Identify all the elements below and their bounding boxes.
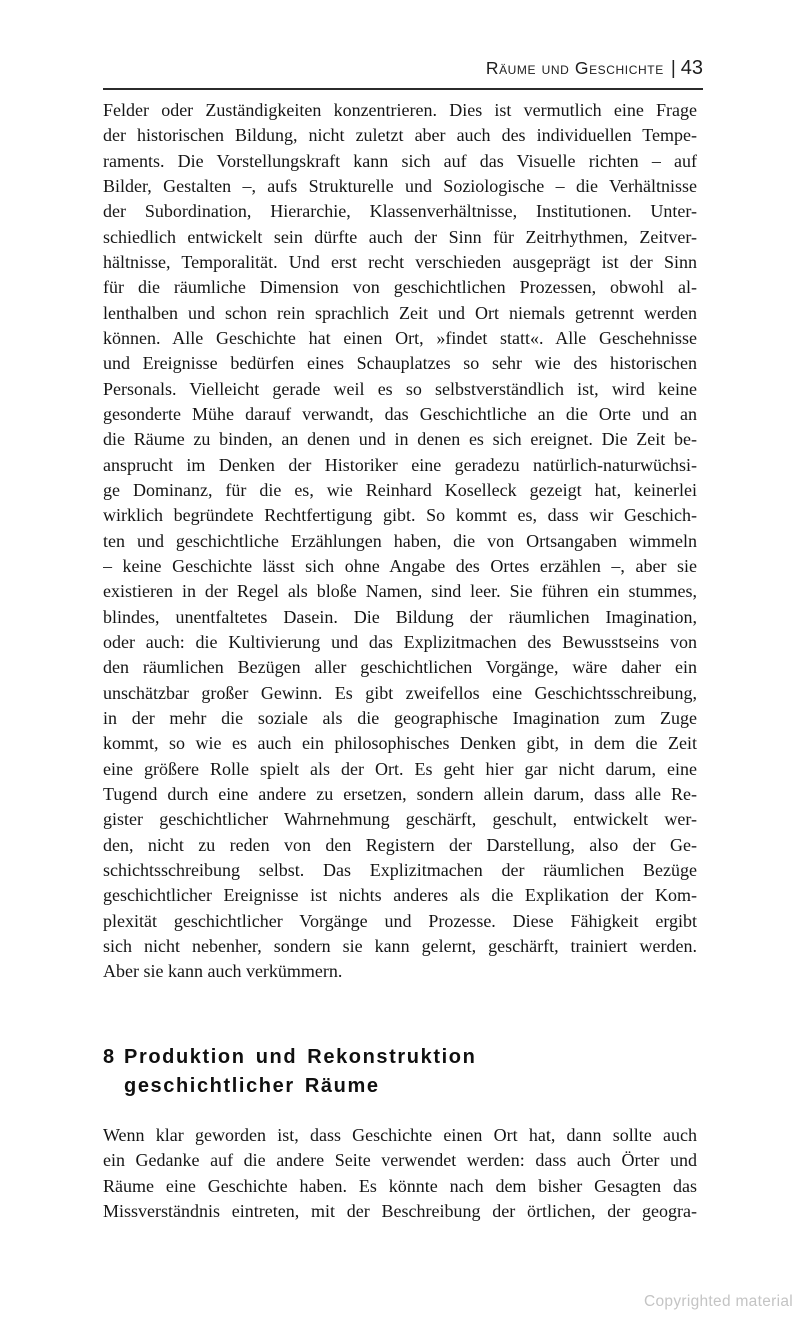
text-line: wirklich begründete Rechtfertigung gibt. So kommt es, dass wir Geschich- [103,505,697,526]
section-number: 8 [103,1046,115,1068]
text-line: und Ereignisse bedürfen eines Schauplatzes so sehr wie des historischen [103,353,697,374]
text-line: gesonderte Mühe darauf verwandt, das Geschichtliche an die Orte und an [103,403,697,424]
text-line: geschichtlicher Ereignisse ist nichts anderes als die Explikation der Kom- [103,885,697,906]
text-line: Bilder, Gestalten –, aufs Strukturelle und Soziologische – die Verhältnisse [103,175,697,196]
paragraph-opening [103,1123,697,1224]
text-line: Räume eine Geschichte haben. Es könnte nach dem bisher Gesagten das [103,1175,697,1196]
text-line: unschätzbar großer Gewinn. Es gibt zweifellos eine Geschichtsschreibung, [103,682,697,703]
text-line: lenthalben und schon rein sprachlich Zeit und Ort niemals getrennt werden [103,302,697,323]
paragraph-continuation [103,98,697,984]
text-line: ge Dominanz, für die es, wie Reinhard Koselleck gezeigt hat, keinerlei [103,479,697,500]
text-line: oder auch: die Kultivierung und das Explizitmachen des Bewusstseins von [103,631,697,652]
text-line: kommt, so wie es auch ein philosophisches Denken gibt, in dem die Zeit [103,733,697,754]
text-line: ten und geschichtliche Erzählungen haben, die von Ortsangaben wimmeln [103,530,697,551]
text-line: Missverständnis eintreten, mit der Beschreibung der örtlichen, der geogra- [103,1200,697,1221]
page-number: 43 [680,57,703,79]
section-title-line1: Produktion und Rekonstruktion [124,1046,477,1068]
text-line: sich nicht nebenher, sondern sie kann gelernt, geschärft, trainiert werden. [103,935,697,956]
text-line: können. Alle Geschichte hat einen Ort, »findet statt«. Alle Geschehnisse [103,327,697,348]
text-line: raments. Die Vorstellungskraft kann sich auf das Visuelle richten – auf [103,150,697,171]
text-line: der historischen Bildung, nicht zuletzt aber auch des individuellen Tempe- [103,125,697,146]
text-line: der Subordination, Hierarchie, Klassenverhältnisse, Institutionen. Unter- [103,201,697,222]
text-line: den, nicht zu reden von den Registern der Darstellung, also der Ge- [103,834,697,855]
page-header [103,56,703,90]
text-line: blindes, unentfaltetes Dasein. Die Bildung der räumlichen Imagination, [103,606,697,627]
text-line: existieren in der Regel als bloße Namen, sind leer. Sie führen ein stummes, [103,581,697,602]
text-line: Tugend durch eine andere zu ersetzen, sondern allein darum, dass alle Re- [103,783,697,804]
text-line: Aber sie kann auch verkümmern. [103,961,343,982]
header-separator: | [670,58,676,79]
text-line: in der mehr die soziale als die geographische Imagination zum Zuge [103,707,697,728]
text-line: für die räumliche Dimension von geschichtlichen Prozessen, obwohl al- [103,277,697,298]
text-line: eine größere Rolle spielt als der Ort. Es geht hier gar nicht darum, eine [103,758,697,779]
section-heading [103,1043,476,1101]
text-line: schichtsschreibung selbst. Das Explizitmachen der räumlichen Bezüge [103,859,697,880]
text-line: plexität geschichtlicher Vorgänge und Prozesse. Diese Fähigkeit ergibt [103,910,697,931]
section-heading-line1 [103,1043,476,1072]
text-line: ein Gedanke auf die andere Seite verwendet werden: dass auch Örter und [103,1150,697,1171]
text-line: Wenn klar geworden ist, dass Geschichte einen Ort hat, dann sollte auch [103,1125,697,1145]
text-line: den räumlichen Bezügen aller geschichtlichen Vorgänge, wäre daher ein [103,657,697,678]
text-line: – keine Geschichte lässt sich ohne Angabe des Ortes erzählen –, aber sie [103,555,697,576]
text-line: schiedlich entwickelt sein dürfte auch der Sinn für Zeitrhythmen, Zeitver- [103,226,697,247]
text-line: hältnisse, Temporalität. Und erst recht verschieden ausgeprägt ist der Sinn [103,251,697,272]
section-title-line2: geschichtlicher Räume [124,1075,380,1097]
text-line: gister geschichtlicher Wahrnehmung geschärft, geschult, entwickelt wer- [103,809,697,830]
text-line: Personals. Vielleicht gerade weil es so selbstverständlich ist, wird keine [103,378,697,399]
text-line: Felder oder Zuständigkeiten konzentrieren. Dies ist vermutlich eine Frage [103,100,697,120]
text-line: ansprucht im Denken der Historiker eine geradezu natürlich-naturwüchsi- [103,454,697,475]
text-line: die Räume zu binden, an denen und in denen es sich ereignet. Die Zeit be- [103,429,697,450]
copyright-watermark: Copyrighted material [643,1293,793,1310]
running-title: Räume und Geschichte [485,58,664,78]
